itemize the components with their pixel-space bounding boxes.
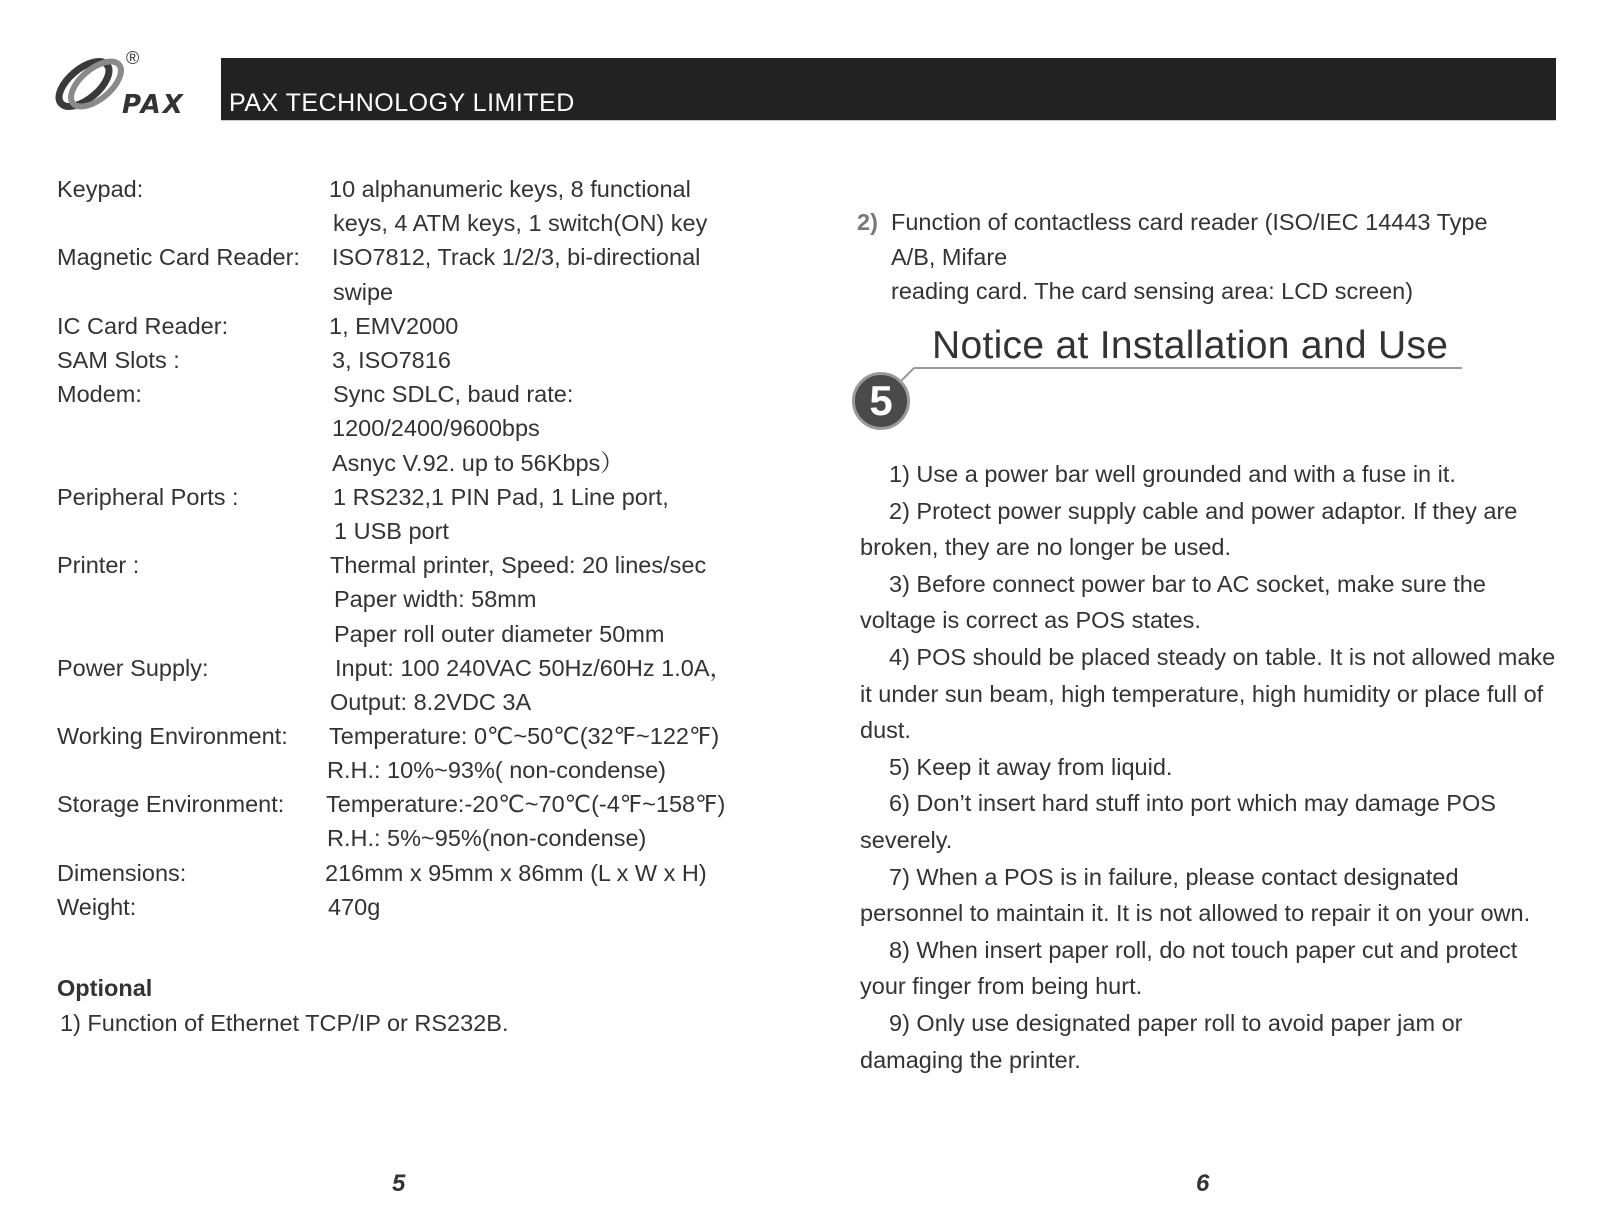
spec-value: ISO7812, Track 1/2/3, bi-directional (332, 244, 701, 270)
spec-value: R.H.: 5%~95%(non-condense) (327, 825, 647, 851)
section-number-badge: 5 (852, 372, 910, 430)
optional-item-2-line: reading card. The card sensing area: LCD screen) (891, 278, 1414, 304)
spec-value: Input: 100 240VAC 50Hz/60Hz 1.0A， (335, 655, 733, 681)
optional-item-2-line: Function of contactless card reader (ISO/IEC 14443 Type (891, 209, 1488, 235)
spec-label: Storage Environment: (57, 791, 285, 817)
optional-item-1: 1) Function of Ethernet TCP/IP or RS232B. (60, 1010, 509, 1036)
spec-value: 3, ISO7816 (332, 347, 451, 373)
spec-label: Magnetic Card Reader: (57, 244, 300, 270)
notice-item: 6) Don’t insert hard stuff into port which may damage POS severely. (860, 790, 1496, 853)
spec-value: 1 RS232,1 PIN Pad, 1 Line port, (333, 484, 669, 510)
section-title-underline (850, 366, 1470, 396)
page-number-left: 5 (392, 1170, 406, 1197)
spec-value: 470g (328, 894, 381, 920)
notice-item: 1) Use a power bar well grounded and with a fuse in it. (889, 461, 1456, 487)
spec-value: Paper roll outer diameter 50mm (334, 621, 665, 647)
spec-value: Paper width: 58mm (334, 586, 537, 612)
header-divider (221, 120, 1556, 121)
spec-value: swipe (333, 279, 394, 305)
notice-item: 3) Before connect power bar to AC socket, make sure the voltage is correct as POS states. (860, 570, 1486, 634)
spec-label: Modem: (57, 381, 142, 407)
pax-logo (44, 46, 204, 122)
brand-name: PAX (122, 90, 185, 120)
notice-item: 5) Keep it away from liquid. (889, 753, 1173, 780)
notice-item: 7) When a POS is in failure, please contact designated personnel to maintain it. It is not allowed to repair it on your own. (860, 863, 1531, 927)
notice-list (860, 456, 1560, 1078)
spec-label: Dimensions: (57, 860, 187, 886)
notice-item: 9) Only use designated paper roll to avoid paper jam or damaging the printer. (860, 1009, 1463, 1073)
spec-value: R.H.: 10%~93%( non-condense) (327, 757, 666, 783)
spec-label: Power Supply: (57, 655, 209, 681)
spec-value: keys, 4 ATM keys, 1 switch(ON) key (333, 210, 708, 236)
optional-item-2-number: 2) (857, 209, 878, 235)
header-bar (221, 58, 1556, 120)
spec-value: 216mm x 95mm x 86mm (L x W x H) (325, 860, 707, 886)
optional-item-2-line: A/B, Mifare (891, 244, 1008, 270)
section-title: Notice at Installation and Use (932, 324, 1449, 367)
spec-label: Printer : (57, 552, 140, 578)
spec-label: Weight: (57, 894, 137, 920)
spec-label: SAM Slots : (57, 347, 180, 373)
spec-value: 10 alphanumeric keys, 8 functional (329, 176, 691, 202)
pax-logo-icon (44, 46, 134, 116)
spec-label: Keypad: (57, 176, 144, 202)
spec-label: Working Environment: (57, 723, 288, 749)
notice-item: 4) POS should be placed steady on table. It is not allowed make it under sun beam, high temperature, high humidity or place full of dust. (860, 643, 1556, 744)
notice-item: 2) Protect power supply cable and power adaptor. If they are broken, they are no longer be used. (860, 497, 1518, 561)
notice-item: 8) When insert paper roll, do not touch paper cut and protect your finger from being hurt. (860, 936, 1518, 1000)
page-number-right: 6 (1196, 1170, 1210, 1197)
spec-label: IC Card Reader: (57, 313, 229, 339)
spec-label: Peripheral Ports : (57, 484, 239, 510)
company-title: PAX TECHNOLOGY LIMITED (229, 89, 575, 117)
spec-value: Thermal printer, Speed: 20 lines/sec (330, 552, 707, 578)
spec-value: Output: 8.2VDC 3A (330, 689, 532, 715)
spec-value: 1, EMV2000 (329, 313, 459, 339)
spec-value: Temperature:-20℃~70℃(-4℉~158℉) (326, 791, 726, 817)
spec-value: Temperature: 0℃~50℃(32℉~122℉) (329, 723, 720, 749)
spec-value: Sync SDLC, baud rate: (333, 381, 574, 407)
optional-heading: Optional (57, 975, 153, 1001)
registered-mark: ® (126, 48, 140, 68)
spec-value: 1200/2400/9600bps (332, 415, 540, 441)
spec-value: 1 USB port (334, 518, 449, 544)
spec-value: Asnyc V.92. up to 56Kbps） (332, 450, 624, 476)
